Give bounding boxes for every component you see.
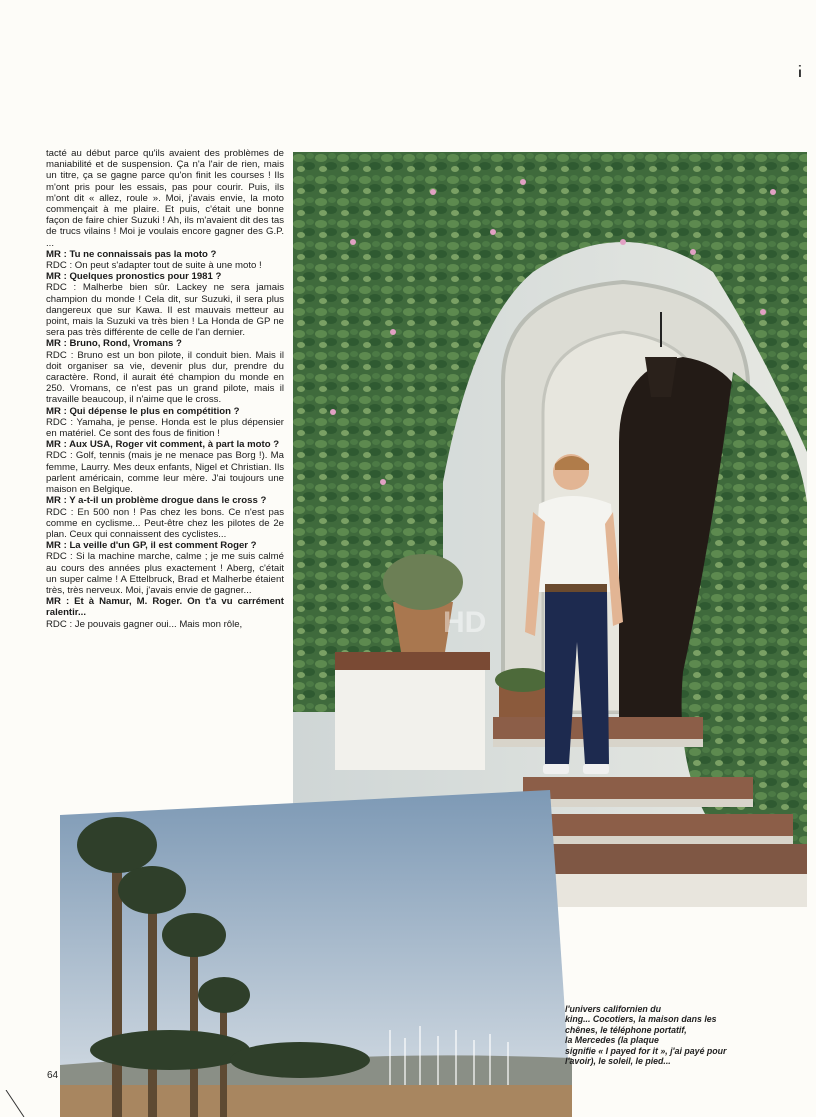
caption-line: l'univers californien du: [565, 1004, 661, 1014]
interview-question: MR : Aux USA, Roger vit comment, à part la moto ?: [46, 439, 280, 451]
interview-question: MR : Quelques pronostics pour 1981 ?: [46, 271, 222, 283]
interview-question: MR : Et à Namur, M. Roger. On t'a vu carrément ralentir...: [46, 596, 284, 619]
caption-line: signifie « I payed for it », j'ai payé pour: [565, 1045, 727, 1056]
interview-answer: RDC : Yamaha, je pense. Honda est le plus dépensier en matériel. Ce sont des fous de finition !: [46, 416, 284, 440]
photo-caption: [565, 1004, 795, 1066]
page-number: 64: [47, 1070, 59, 1081]
interview-answer: RDC : En 500 non ! Pas chez les bons. Ce n'est pas comme en cyclisme... Peut-être chez les pilotes de 2e plan. Ceux qui connaissent des cyclistes...: [46, 506, 284, 540]
watermark-text: HD: [443, 606, 487, 639]
interview-answer: RDC : Bruno est un bon pilote, il conduit bien. Mais il doit organiser sa vie, devenir plus dur, prendre du caractère. Rond, il aurait été champion du monde en 250. Vromans, ce n'est pas un grand pilote, mais il travaille beaucoup, il n'aime que le cross.: [46, 349, 284, 406]
interview-paragraph: tacté au début parce qu'ils avaient des problèmes de maniabilité et de suspension. Ça n'a l'air de rien, mais un titre, ça se gagne parce qu'on finit les courses ! Ils m'ont pris pour les essais, pas pour courir. Puis, ils m'ont dit « allez, roule ». Moi, j'avais envie, la moto commençait à me plaire. Et puis, c'était une bonne façon de faire chier Suzuki ! Ah, ils m'avaient dit des tas de trucs vilains ! Moi je voulais encore gagner des G.P. ...: [46, 148, 284, 249]
corner-mark: ı̇: [798, 64, 802, 80]
corner-edge-line: [0, 1090, 30, 1117]
interview-answer: RDC : On peut s'adapter tout de suite à une moto !: [46, 260, 262, 272]
interview-question: MR : Tu ne connaissais pas la moto ?: [46, 248, 217, 260]
beach-photo: [60, 790, 572, 1117]
caption-line: la Mercedes (la plaque: [565, 1035, 659, 1046]
beach-photo-illustration: [60, 790, 572, 1117]
caption-line: chênes, le téléphone portatif,: [565, 1024, 687, 1035]
interview-answer: RDC : Si la machine marche, calme ; je me suis calmé au cours des années plus exactement ! Aberg, c'était un super calme ! A Ettelbruck, Brad et Malherbe étaient très, très nerveux. Moi, j'avais envie de gagner...: [46, 551, 284, 596]
interview-answer: RDC : Golf, tennis (mais je ne menace pas Borg !). Ma femme, Laurry. Mes deux enfants, Nigel et Christian. Ils parlent américain, comme leur mère. J'ai toujours une maison en Belgique.: [46, 450, 284, 496]
interview-question: MR : Qui dépense le plus en compétition ?: [46, 405, 240, 417]
interview-question: MR : La veille d'un GP, il est comment Roger ?: [46, 540, 257, 552]
interview-question: MR : Y a-t-il un problème drogue dans le cross ?: [46, 495, 267, 507]
interview-answer: RDC : Je pouvais gagner oui... Mais mon rôle,: [46, 618, 243, 630]
interview-answer: RDC : Malherbe bien sûr. Lackey ne sera jamais champion du monde ! Cela dit, sur Suzuki, il sera plus dangereux que sur Kawa. Il est mauvais metteur au point, mais la Suzuki va très bien ! La Honda de GP ne sera pas très différente de celle de l'an dernier.: [46, 282, 284, 339]
caption-line: l'avoir), le soleil, le pied...: [565, 1056, 671, 1067]
caption-line: king... Cocotiers, la maison dans les: [565, 1014, 717, 1025]
interview-text-column: [46, 148, 284, 630]
interview-question: MR : Bruno, Rond, Vromans ?: [46, 338, 182, 350]
